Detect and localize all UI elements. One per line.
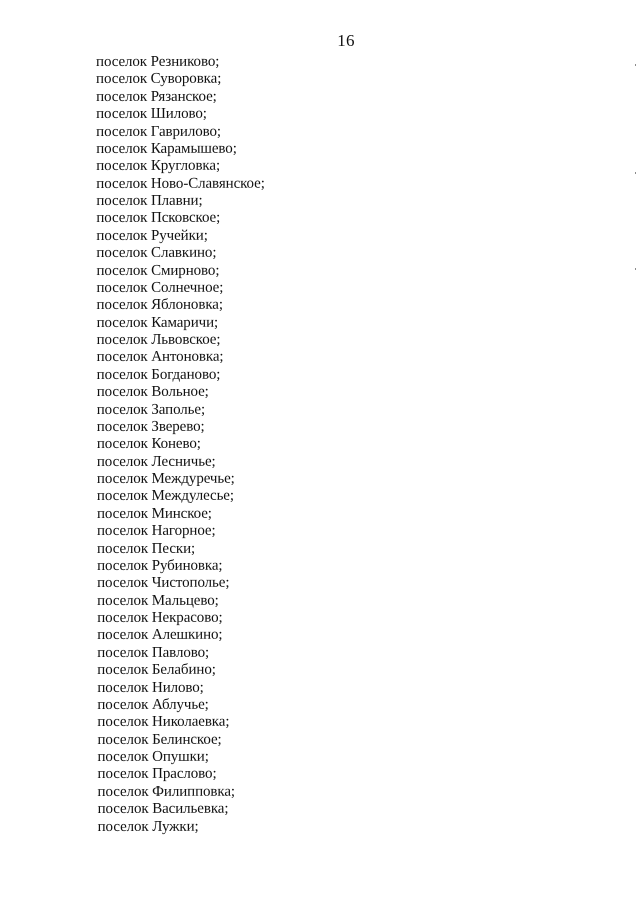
settlement-item: поселок Ново-Славянское; (96, 175, 265, 192)
settlement-item: поселок Кругловка; (96, 157, 221, 175)
settlement-item: поселок Пески; (97, 540, 196, 557)
settlement-item: поселок Праслово; (97, 766, 217, 783)
settlement-item: поселок Нагорное; (96, 522, 216, 540)
settlement-item: поселок Рубиновка; (97, 557, 223, 574)
scan-edge-mark (635, 172, 636, 174)
settlement-item: поселок Славкино; (96, 244, 217, 262)
settlement-item: поселок Лужки; (97, 818, 199, 835)
settlement-item: поселок Алешкино; (97, 627, 223, 644)
settlement-item: поселок Рязанское; (96, 88, 217, 105)
settlement-item: поселок Чистополье; (97, 574, 230, 592)
settlement-item: поселок Минское; (96, 505, 212, 522)
settlement-item: поселок Васильевка; (97, 800, 229, 818)
settlement-item: поселок Мальцево; (97, 592, 219, 609)
settlement-item: поселок Карамышево; (96, 140, 237, 157)
settlement-item: поселок Камаричи; (96, 314, 219, 331)
scan-edge-mark (635, 268, 636, 270)
settlement-item: поселок Гаврилово; (96, 123, 222, 140)
settlement-item: поселок Суворовка; (96, 71, 222, 88)
page-number: 16 (337, 31, 355, 50)
settlement-item: поселок Заполье; (96, 401, 206, 418)
settlement-item: поселок Вольное; (96, 383, 209, 401)
scan-edge-mark (635, 64, 636, 66)
settlement-item: поселок Некрасово; (97, 609, 223, 626)
settlement-item: поселок Белинское; (97, 731, 222, 748)
settlement-item: поселок Резниково; (96, 53, 220, 70)
settlement-item: поселок Павлово; (97, 644, 210, 661)
settlement-item: поселок Лесничье; (96, 453, 216, 470)
settlement-item: поселок Аблучье; (97, 696, 209, 713)
settlement-item: поселок Белабино; (97, 661, 216, 679)
settlement-item: поселок Богданово; (96, 366, 221, 383)
settlement-item: поселок Опушки; (97, 748, 209, 765)
settlement-item: поселок Львовское; (96, 331, 221, 348)
settlement-list (96, 53, 438, 836)
settlement-item: поселок Ручейки; (96, 227, 208, 244)
settlement-item: поселок Нилово; (97, 679, 204, 696)
settlement-item: поселок Шилово; (96, 105, 207, 123)
settlement-item: поселок Яблоновка; (96, 296, 223, 314)
settlement-item: поселок Николаевка; (97, 713, 230, 731)
settlement-item: поселок Междулесье; (96, 488, 234, 505)
settlement-item: поселок Филипповка; (97, 783, 235, 800)
settlement-item: поселок Зверево; (96, 418, 205, 435)
settlement-item: поселок Междуречье; (96, 470, 235, 487)
settlement-item: поселок Псковское; (96, 210, 221, 227)
settlement-item: поселок Конево; (96, 436, 201, 453)
settlement-item: поселок Антоновка; (96, 349, 224, 366)
settlement-item: поселок Плавни; (96, 192, 203, 209)
settlement-item: поселок Солнечное; (96, 279, 224, 296)
settlement-item: поселок Смирново; (96, 262, 220, 279)
